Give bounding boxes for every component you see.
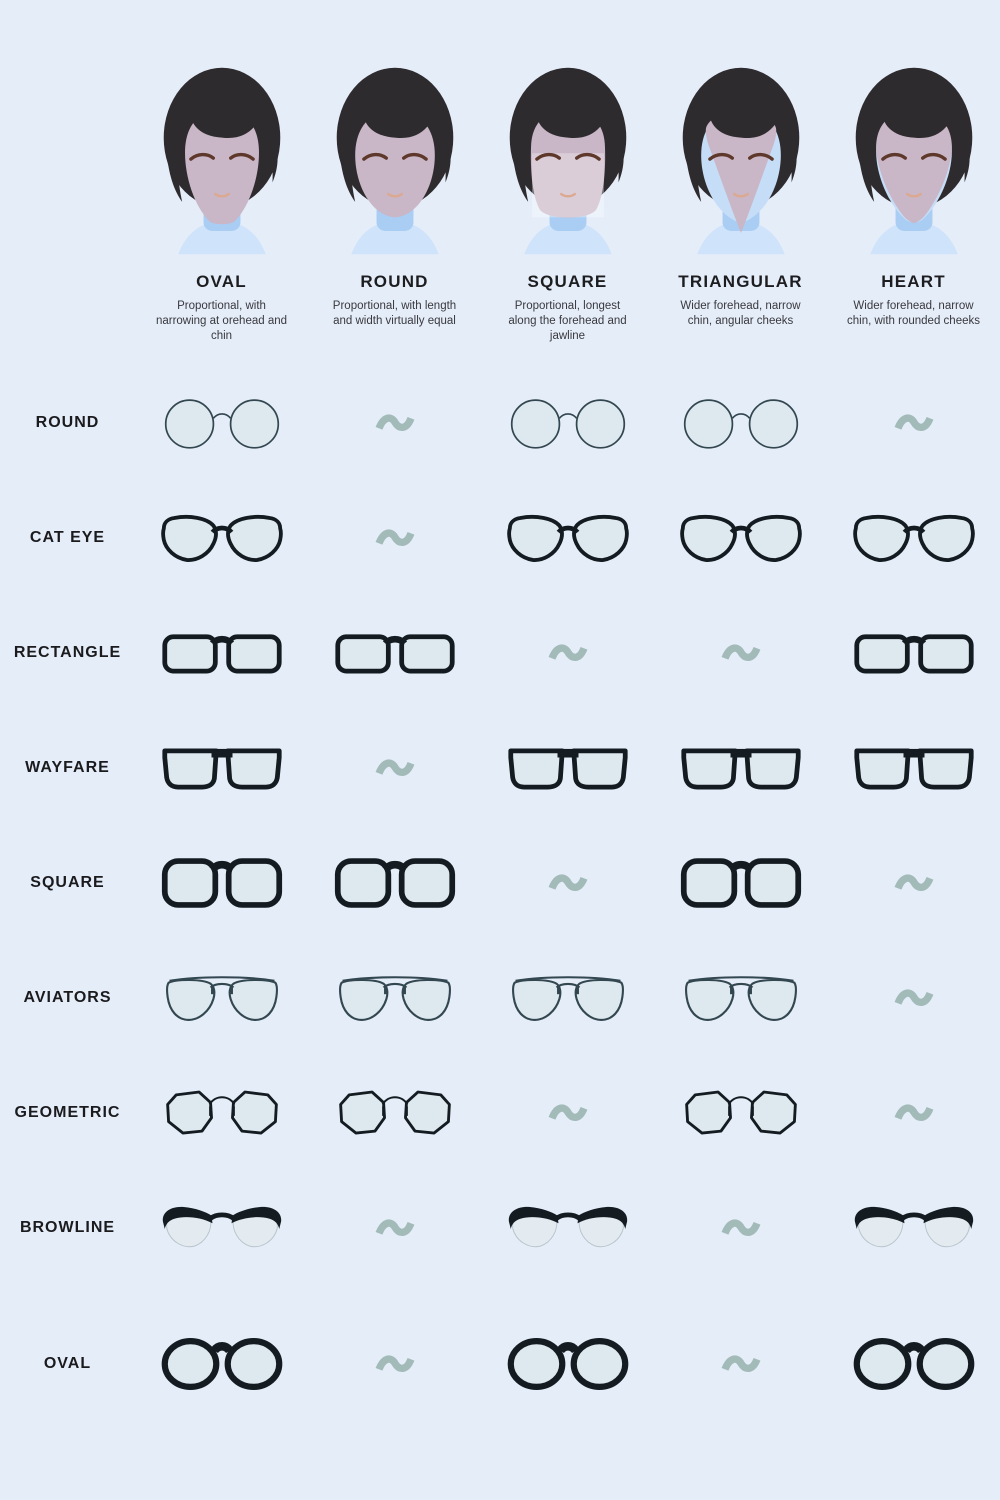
compatibility-matrix — [0, 365, 1000, 1429]
heart-face-illustration — [841, 60, 987, 264]
wayfare-glasses-icon — [852, 738, 976, 798]
wayfare-glasses-icon — [679, 738, 803, 798]
browline-glasses-icon — [506, 1198, 630, 1258]
face-description: Proportional, with length and width virtually equal — [332, 300, 457, 328]
tilde-icon — [894, 984, 934, 1012]
matrix-row-aviators — [0, 940, 1000, 1055]
row-label: CAT EYE — [29, 528, 106, 546]
face-column-square — [481, 60, 654, 365]
cell-aviators-round — [308, 968, 481, 1028]
matrix-row-browline — [0, 1170, 1000, 1285]
cell-rectangle-square — [481, 639, 654, 667]
square-glasses-icon — [679, 853, 803, 913]
oval-glasses-icon — [506, 1334, 630, 1394]
cell-aviators-oval — [135, 968, 308, 1028]
round-glasses-icon — [506, 393, 630, 453]
cell-rectangle-oval — [135, 623, 308, 683]
cateye-glasses-icon — [160, 508, 284, 568]
wayfare-glasses-icon — [160, 738, 284, 798]
aviators-glasses-icon — [506, 968, 630, 1028]
round-face-illustration — [322, 60, 468, 264]
geometric-glasses-icon — [679, 1083, 803, 1143]
row-label: AVIATORS — [23, 988, 112, 1006]
cell-rectangle-round — [308, 623, 481, 683]
tilde-icon — [375, 1350, 415, 1378]
cell-round-round — [308, 409, 481, 437]
face-name: TRIANGULAR — [678, 272, 803, 291]
cell-oval-square — [481, 1334, 654, 1394]
rectangle-glasses-icon — [160, 623, 284, 683]
face-column-oval — [135, 60, 308, 365]
cell-geometric-oval — [135, 1083, 308, 1143]
tilde-icon — [375, 1214, 415, 1242]
browline-glasses-icon — [160, 1198, 284, 1258]
cell-geometric-heart — [827, 1099, 1000, 1127]
cell-oval-oval — [135, 1334, 308, 1394]
tilde-icon — [375, 409, 415, 437]
cell-cateye-round — [308, 524, 481, 552]
row-label: GEOMETRIC — [14, 1103, 121, 1121]
face-name: HEART — [881, 272, 946, 291]
cell-cateye-triangular — [654, 508, 827, 568]
row-label: OVAL — [43, 1355, 92, 1372]
cell-round-square — [481, 393, 654, 453]
matrix-row-wayfare — [0, 710, 1000, 825]
cell-wayfare-oval — [135, 738, 308, 798]
cell-geometric-square — [481, 1099, 654, 1127]
browline-glasses-icon — [852, 1198, 976, 1258]
cell-square-round — [308, 853, 481, 913]
cell-geometric-round — [308, 1083, 481, 1143]
cell-geometric-triangular — [654, 1083, 827, 1143]
rectangle-glasses-icon — [852, 623, 976, 683]
cell-aviators-square — [481, 968, 654, 1028]
cell-oval-round — [308, 1350, 481, 1378]
geometric-glasses-icon — [160, 1083, 284, 1143]
rectangle-glasses-icon — [333, 623, 457, 683]
cell-wayfare-heart — [827, 738, 1000, 798]
tilde-icon — [375, 524, 415, 552]
cell-browline-round — [308, 1214, 481, 1242]
cell-wayfare-triangular — [654, 738, 827, 798]
face-name: SQUARE — [527, 272, 608, 291]
cell-browline-square — [481, 1198, 654, 1258]
oval-glasses-icon — [852, 1334, 976, 1394]
cell-cateye-oval — [135, 508, 308, 568]
square-glasses-icon — [160, 853, 284, 913]
matrix-row-oval — [0, 1299, 1000, 1429]
tilde-icon — [721, 1214, 761, 1242]
face-column-triangular — [654, 60, 827, 365]
matrix-row-round — [0, 365, 1000, 480]
matrix-row-square — [0, 825, 1000, 940]
geometric-glasses-icon — [333, 1083, 457, 1143]
matrix-row-geometric — [0, 1055, 1000, 1170]
oval-face-illustration — [149, 60, 295, 264]
cell-oval-triangular — [654, 1350, 827, 1378]
aviators-glasses-icon — [160, 968, 284, 1028]
tilde-icon — [548, 869, 588, 897]
tilde-icon — [375, 754, 415, 782]
row-label: BROWLINE — [19, 1218, 116, 1236]
aviators-glasses-icon — [333, 968, 457, 1028]
cell-cateye-heart — [827, 508, 1000, 568]
cell-square-square — [481, 869, 654, 897]
tilde-icon — [548, 639, 588, 667]
matrix-row-cateye — [0, 480, 1000, 595]
face-description: Proportional, with narrowing at orehead and chin — [155, 300, 288, 343]
tilde-icon — [894, 1099, 934, 1127]
oval-glasses-icon — [160, 1334, 284, 1394]
cell-round-triangular — [654, 393, 827, 453]
square-face-illustration — [495, 60, 641, 264]
cell-cateye-square — [481, 508, 654, 568]
cell-rectangle-heart — [827, 623, 1000, 683]
row-label: RECTANGLE — [13, 643, 122, 661]
cell-round-heart — [827, 409, 1000, 437]
cell-aviators-heart — [827, 984, 1000, 1012]
row-label: ROUND — [35, 413, 100, 431]
row-label: WAYFARE — [25, 758, 110, 776]
cell-rectangle-triangular — [654, 639, 827, 667]
wayfare-glasses-icon — [506, 738, 630, 798]
cateye-glasses-icon — [852, 508, 976, 568]
cell-square-triangular — [654, 853, 827, 913]
tilde-icon — [548, 1099, 588, 1127]
face-column-round — [308, 60, 481, 365]
cateye-glasses-icon — [506, 508, 630, 568]
face-description: Wider forehead, narrow chin, angular cheeks — [680, 300, 801, 328]
face-column-heart — [827, 60, 1000, 365]
cateye-glasses-icon — [679, 508, 803, 568]
cell-oval-heart — [827, 1334, 1000, 1394]
header-spacer — [0, 60, 135, 365]
round-glasses-icon — [679, 393, 803, 453]
tilde-icon — [894, 409, 934, 437]
cell-browline-oval — [135, 1198, 308, 1258]
face-description: Proportional, longest along the forehead and jawline — [508, 300, 627, 343]
face-description: Wider forehead, narrow chin, with rounded cheeks — [847, 300, 980, 328]
triangular-face-illustration — [668, 60, 814, 264]
face-name: ROUND — [360, 272, 429, 291]
matrix-row-rectangle — [0, 595, 1000, 710]
tilde-icon — [894, 869, 934, 897]
square-glasses-icon — [333, 853, 457, 913]
cell-aviators-triangular — [654, 968, 827, 1028]
cell-round-oval — [135, 393, 308, 453]
cell-wayfare-square — [481, 738, 654, 798]
cell-browline-heart — [827, 1198, 1000, 1258]
face-shapes-header — [0, 0, 1000, 365]
face-name: OVAL — [196, 272, 247, 291]
cell-browline-triangular — [654, 1214, 827, 1242]
cell-wayfare-round — [308, 754, 481, 782]
row-label: SQUARE — [30, 873, 105, 891]
cell-square-oval — [135, 853, 308, 913]
tilde-icon — [721, 639, 761, 667]
round-glasses-icon — [160, 393, 284, 453]
cell-square-heart — [827, 869, 1000, 897]
aviators-glasses-icon — [679, 968, 803, 1028]
tilde-icon — [721, 1350, 761, 1378]
